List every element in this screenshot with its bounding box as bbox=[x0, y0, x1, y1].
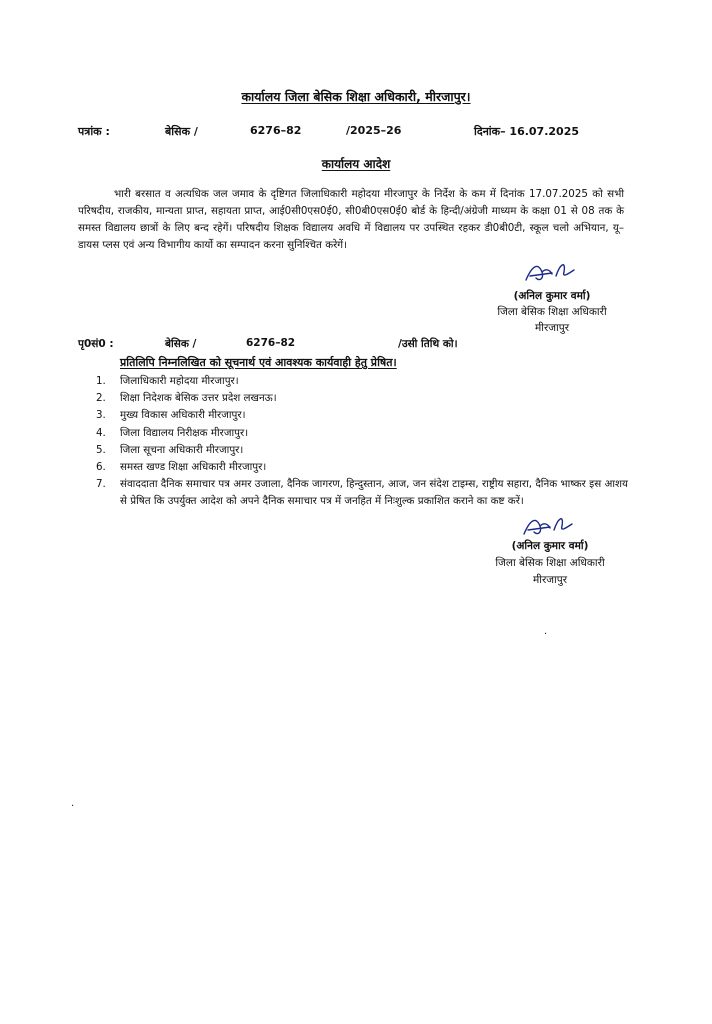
list-item: 3. मुख्य विकास अधिकारी मीरजापुर। bbox=[96, 409, 246, 422]
signature-1 bbox=[522, 258, 582, 286]
list-item: 1. जिलाधिकारी महोदया मीरजापुर। bbox=[96, 375, 239, 387]
signatory-location-2: मीरजापुर bbox=[532, 574, 568, 586]
list-item: 5. जिला सूचना अधिकारी मीरजापुर। bbox=[96, 443, 244, 456]
endorsement-date: /उसी तिथि को। bbox=[398, 338, 458, 350]
list-item: 7. संवाददाता दैनिक समाचार पत्र अमर उजाला, दैनिक जागरण, हिन्दुस्तान, आज, जन संदेश टाइम्स, राष्ट्रीय सहारा, दैनिक भाष्कर इस आशय से प्रेषित कि उपर्युक्त आदेश को अपने दैनिक समाचार पत्र में जनहित में निःशुल्क प्रकाशित कराने का कष्ट करें। bbox=[96, 478, 628, 508]
list-item: 4. जिला विद्यालय निरीक्षक मीरजापुर। bbox=[96, 426, 249, 439]
endorsement-label: पृ0सं0 : bbox=[78, 338, 114, 350]
signatory-designation: जिला बेसिक शिक्षा अधिकारी bbox=[497, 306, 607, 318]
list-item: 2. शिक्षा निदेशक बेसिक उत्तर प्रदेश लखनऊ। bbox=[96, 392, 277, 405]
reference-label: पत्रांक : bbox=[78, 125, 110, 138]
signatory-name-2: (अनिल कुमार वर्मा) bbox=[511, 540, 589, 552]
order-body: भारी बरसात व अत्यधिक जल जमाव के दृष्टिगत जिलाधिकारी महोदया मीरजापुर के निर्देश के कम में दिनांक 17.07.2025 को सभी परिषदीय, राजकीय, मान्यता प्राप्त, सहायता प्राप्त, आई0सी0एस0ई0, सी0बी0एस0ई0 बोर्ड के हिन्दी/अंग्रेजी माध्यम के कक्षा 01 से 08 तक के समस्त विद्यालय छात्रों के लिए बन्द रहेगें। परिषदीय शिक्षक विद्यालय अवधि में विद्यालय पर उपस्थित रहकर डी0बी0टी, स्कूल चलो अभियान, यू–डायस प्लस एवं अन्य विभागीय कार्यो का सम्पादन करना सुनिश्चित करेगें। bbox=[78, 188, 624, 251]
stray-mark: . bbox=[71, 798, 75, 809]
endorsement-type: बेसिक / bbox=[165, 338, 197, 350]
signatory-name: (अनिल कुमार वर्मा) bbox=[513, 290, 591, 302]
copy-forward-text: प्रतिलिपि निम्नलिखित को सूचनार्थ एवं आवश्यक कार्यवाही हेतु प्रेषित। bbox=[120, 356, 397, 369]
reference-year: /2025–26 bbox=[346, 124, 402, 137]
order-heading: कार्यालय आदेश bbox=[321, 157, 391, 171]
endorsement-number: 6276–82 bbox=[246, 337, 296, 349]
office-title: कार्यालय जिला बेसिक शिक्षा अधिकारी, मीरजापुर। bbox=[241, 89, 471, 104]
signatory-designation-2: जिला बेसिक शिक्षा अधिकारी bbox=[495, 557, 605, 569]
signature-2 bbox=[520, 512, 580, 540]
list-item: 6. समस्त खण्ड शिक्षा अधिकारी मीरजापुर। bbox=[96, 461, 267, 474]
reference-date: दिनांक– 16.07.2025 bbox=[474, 125, 580, 138]
recipient-list bbox=[96, 373, 628, 511]
reference-number: 6276–82 bbox=[250, 124, 302, 137]
signatory-location: मीरजापुर bbox=[534, 322, 570, 334]
reference-type: बेसिक / bbox=[165, 125, 198, 138]
stray-mark: . bbox=[544, 626, 548, 637]
